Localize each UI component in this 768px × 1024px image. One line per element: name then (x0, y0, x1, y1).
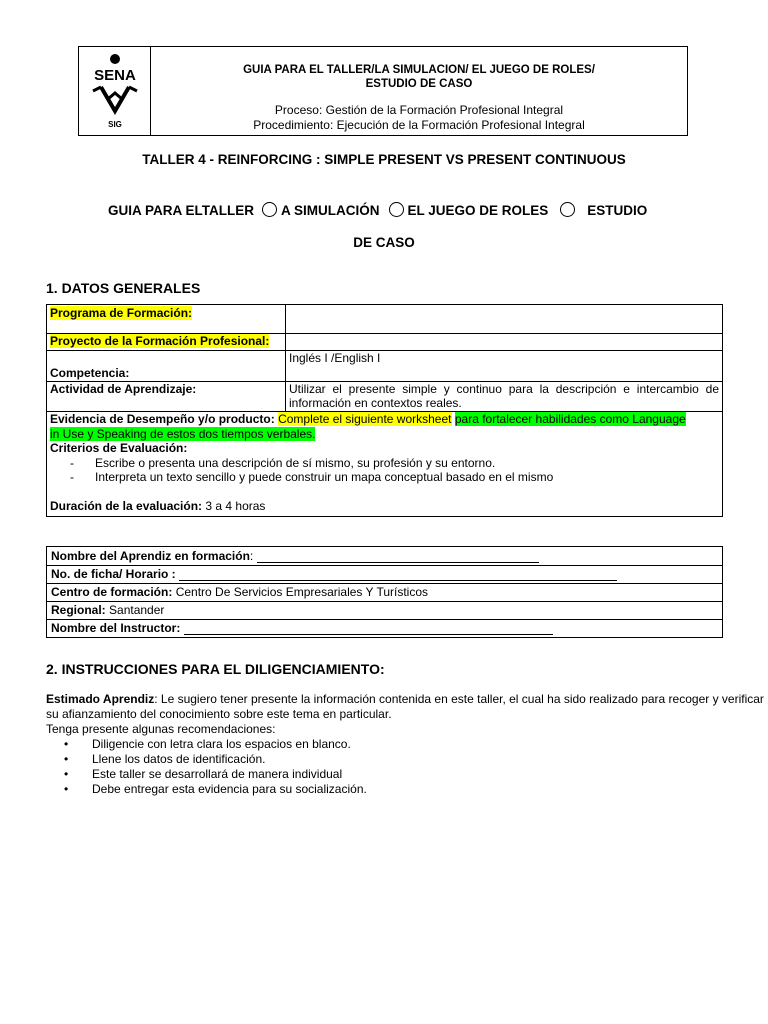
radio-estudio[interactable] (560, 202, 575, 217)
document-header (78, 46, 688, 136)
option-estudio-cont: DE CASO (353, 235, 415, 250)
recomendaciones-list (46, 737, 766, 797)
duracion-label: Duración de la evaluación: (50, 498, 203, 513)
aprendiz-table: Nombre del Aprendiz en formación: No. de ficha/ Horario : Centro de formación: Centro De Servicios Empresariales Y Turísticos Regional: Santander Nombre del Instructor: (46, 546, 723, 638)
evidencia-label: Evidencia de Desempeño y/o producto: (50, 412, 275, 426)
ficha-field[interactable] (179, 580, 617, 581)
proyecto-label: Proyecto de la Formación Profesional: (50, 334, 270, 348)
instrucciones (46, 692, 766, 797)
logo-sub: SIG (108, 120, 122, 129)
criterio-item: - Interpreta un texto sencillo y puede construir un mapa conceptual basado en el mismo (70, 470, 554, 484)
header-title-line2: ESTUDIO DE CASO (365, 78, 473, 90)
instructor-field[interactable] (184, 634, 553, 635)
radio-simulacion[interactable] (262, 202, 277, 217)
regional-label: Regional: (51, 603, 106, 617)
list-item: • Llene los datos de identificación. (46, 752, 766, 767)
duracion-value: 3 a 4 horas (205, 498, 266, 513)
evidencia-highlight-green2: in Use y Speaking de estos dos tiempos verbales. (50, 426, 316, 441)
header-title-line1: GUIA PARA EL TALLER/LA SIMULACION/ EL JUEGO DE ROLES/ (243, 64, 595, 76)
competencia-label: Competencia: (50, 366, 130, 380)
section1-title: 1. DATOS GENERALES (46, 280, 201, 296)
list-item: • Diligencie con letra clara los espacios en blanco. (46, 737, 766, 752)
criterio-item: - Escribe o presenta una descripción de sí mismo, su profesión y su entorno. (70, 455, 496, 470)
criterios-label: Criterios de Evaluación: (50, 441, 188, 455)
actividad-label: Actividad de Aprendizaje: (50, 382, 197, 396)
evidencia-highlight-green1: para fortalecer habilidades como Language (454, 412, 686, 426)
criterio-text: Escribe o presenta una descripción de sí mismo, su profesión y su entorno. (95, 455, 496, 470)
criterio-text: Interpreta un texto sencillo y puede construir un mapa conceptual basado en el mismo (95, 470, 554, 484)
centro-label: Centro de formación: (51, 585, 173, 599)
competencia-value: Inglés I /English I (289, 351, 381, 365)
header-proceso: Proceso: Gestión de la Formación Profesional Integral (274, 103, 564, 117)
guia-options (108, 202, 647, 218)
ficha-label: No. de ficha/ Horario : (51, 567, 176, 581)
proyecto-value[interactable] (287, 334, 722, 349)
tenga-text: Tenga presente algunas recomendaciones: (46, 722, 276, 736)
taller-title: TALLER 4 - REINFORCING : SIMPLE PRESENT VS PRESENT CONTINUOUS (142, 152, 626, 167)
option-simulacion-label: A SIMULACIÓN (281, 203, 380, 218)
evidencia-highlight-yellow: Complete el siguiente worksheet (278, 412, 452, 426)
section2-title: 2. INSTRUCCIONES PARA EL DILIGENCIAMIENTO: (46, 661, 385, 677)
list-item: • Este taller se desarrollará de manera individual (46, 767, 766, 782)
estimado-label: Estimado Aprendiz (46, 692, 155, 706)
estimado-paragraph (46, 692, 766, 722)
logo-text: SENA (94, 67, 136, 84)
option-taller-label: GUIA PARA ELTALLER (108, 203, 254, 218)
nombre-aprendiz-label: Nombre del Aprendiz en formación (51, 549, 250, 563)
estimado-text: : Le sugiero tener presente la información contenida en este taller, el cual ha sido realizado para recoger y verificar su afianzamiento del conocimiento sobre este tema en particular. (46, 692, 764, 721)
nombre-aprendiz-field[interactable] (257, 562, 539, 563)
radio-juego-roles[interactable] (389, 202, 404, 217)
actividad-value-line2: información en contextos reales. (289, 396, 462, 410)
header-procedimiento: Procedimiento: Ejecución de la Formación Profesional Integral (253, 118, 585, 132)
sena-logo-graphic (79, 47, 150, 135)
centro-value: Centro De Servicios Empresariales Y Turísticos (175, 585, 429, 599)
header-text (151, 47, 687, 135)
instructor-label: Nombre del Instructor: (51, 621, 181, 635)
list-item: • Debe entregar esta evidencia para su socialización. (46, 782, 766, 797)
regional-value: Santander (109, 603, 165, 617)
option-estudio-label: ESTUDIO (587, 203, 648, 218)
programa-label: Programa de Formación: (50, 306, 193, 320)
sena-logo (79, 47, 151, 135)
programa-value[interactable] (287, 306, 722, 332)
actividad-value-line1: Utilizar el presente simple y continuo para la descripción e intercambio de (289, 382, 719, 396)
datos-generales-table (46, 304, 723, 517)
option-juego-roles-label: EL JUEGO DE ROLES (407, 203, 549, 218)
